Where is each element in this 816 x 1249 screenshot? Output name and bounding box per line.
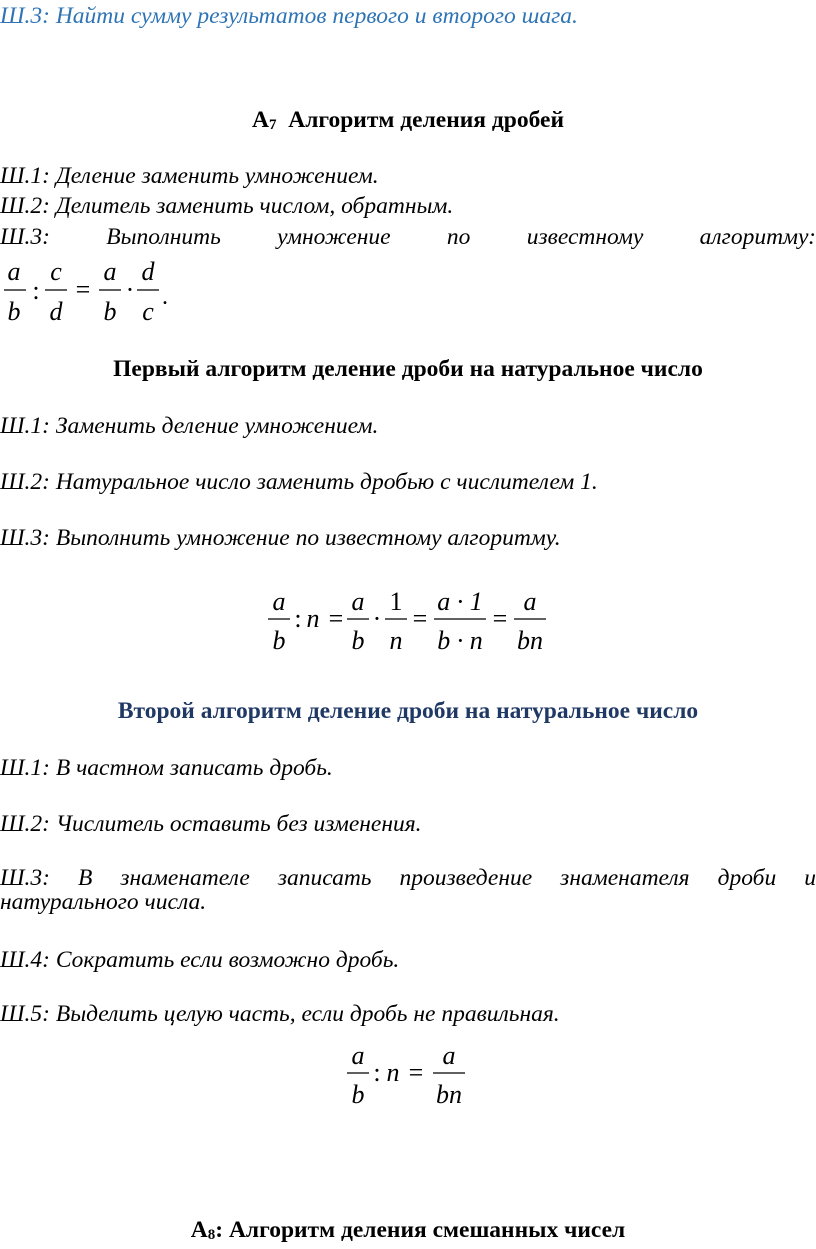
second-step-2: Ш.2: Числитель оставить без изменения. xyxy=(0,811,422,837)
second-formula xyxy=(340,1038,480,1114)
a7-formula xyxy=(0,254,200,334)
second-f1-num: a xyxy=(351,1041,365,1070)
first-equals-1: = xyxy=(328,604,344,633)
a7-period: . xyxy=(162,284,168,310)
second-op-colon: : xyxy=(373,1058,381,1087)
a7-op-colon: : xyxy=(32,276,40,305)
a7-index: 7 xyxy=(268,117,277,133)
second-step-3 xyxy=(0,866,816,914)
a8-label: А xyxy=(190,1217,208,1243)
first-f5-num: a xyxy=(523,587,537,616)
second-n: n xyxy=(386,1058,400,1087)
a7-equals: = xyxy=(75,275,91,304)
a7-f2-den: d xyxy=(49,297,63,326)
first-f4-den: b · n xyxy=(437,626,483,655)
a7-f4-den: c xyxy=(142,297,154,326)
a7-f3-num: a xyxy=(103,257,117,286)
first-f5-den: bn xyxy=(517,626,543,655)
first-f3-num: 1 xyxy=(389,587,403,616)
second-step-5: Ш.5: Выделить целую часть, если дробь не правильная. xyxy=(0,1001,560,1027)
a8-heading xyxy=(0,1216,816,1249)
first-f1-den: b xyxy=(272,626,286,655)
a8-index: 8 xyxy=(207,1227,216,1243)
first-equals-3: = xyxy=(492,604,508,633)
first-algorithm-heading: Первый алгоритм деление дроби на натуральное число xyxy=(113,356,703,382)
first-equals-2: = xyxy=(412,604,428,633)
first-f4-num: a · 1 xyxy=(437,587,483,616)
second-step-3-line-1: Ш.3: В знаменателе записать произведение знаменателя дроби и xyxy=(0,865,816,891)
a7-f1-num: a xyxy=(7,257,21,286)
second-f1-den: b xyxy=(351,1080,365,1109)
second-algorithm-heading: Второй алгоритм деление дроби на натуральное число xyxy=(117,698,699,724)
a7-step-3: Ш.3: Выполнить умножение по известному алгоритму: xyxy=(0,224,816,250)
a7-f3-den: b xyxy=(103,297,117,326)
first-f1-num: a xyxy=(272,587,286,616)
a7-step-2: Ш.2: Делитель заменить числом, обратным. xyxy=(0,193,454,219)
a7-step-1: Ш.1: Деление заменить умножением. xyxy=(0,163,379,189)
first-f3-den: n xyxy=(389,626,403,655)
a7-dot: · xyxy=(125,275,135,304)
a7-f4-num: d xyxy=(141,257,155,286)
first-op-colon: : xyxy=(294,604,302,633)
a7-f2-num: c xyxy=(50,257,62,286)
a7-title: Алгоритм деления дробей xyxy=(288,107,564,133)
second-step-4: Ш.4: Сократить если возможно дробь. xyxy=(0,947,400,973)
second-f2-num: a xyxy=(442,1041,456,1070)
first-step-2: Ш.2: Натуральное число заменить дробью с числителем 1. xyxy=(0,469,598,495)
second-f2-den: bn xyxy=(436,1080,462,1109)
a7-heading xyxy=(0,106,816,139)
a8-title: : Алгоритм деления смешанных чисел xyxy=(215,1217,626,1243)
first-dot: · xyxy=(372,604,382,633)
a7-f1-den: b xyxy=(7,297,21,326)
first-f2-den: b xyxy=(351,626,365,655)
first-formula xyxy=(260,584,560,660)
first-n: n xyxy=(306,604,320,633)
first-step-3: Ш.3: Выполнить умножение по известному алгоритму. xyxy=(0,525,561,551)
first-f2-num: a xyxy=(351,587,365,616)
top-step-text: Ш.3: Найти сумму результатов первого и второго шага. xyxy=(0,3,578,29)
second-step-1: Ш.1: В частном записать дробь. xyxy=(0,755,333,781)
second-equals: = xyxy=(408,1058,424,1087)
a7-label: А xyxy=(252,107,269,133)
second-step-3-line-2: натурального числа. xyxy=(0,889,207,915)
first-step-1: Ш.1: Заменить деление умножением. xyxy=(0,413,379,439)
